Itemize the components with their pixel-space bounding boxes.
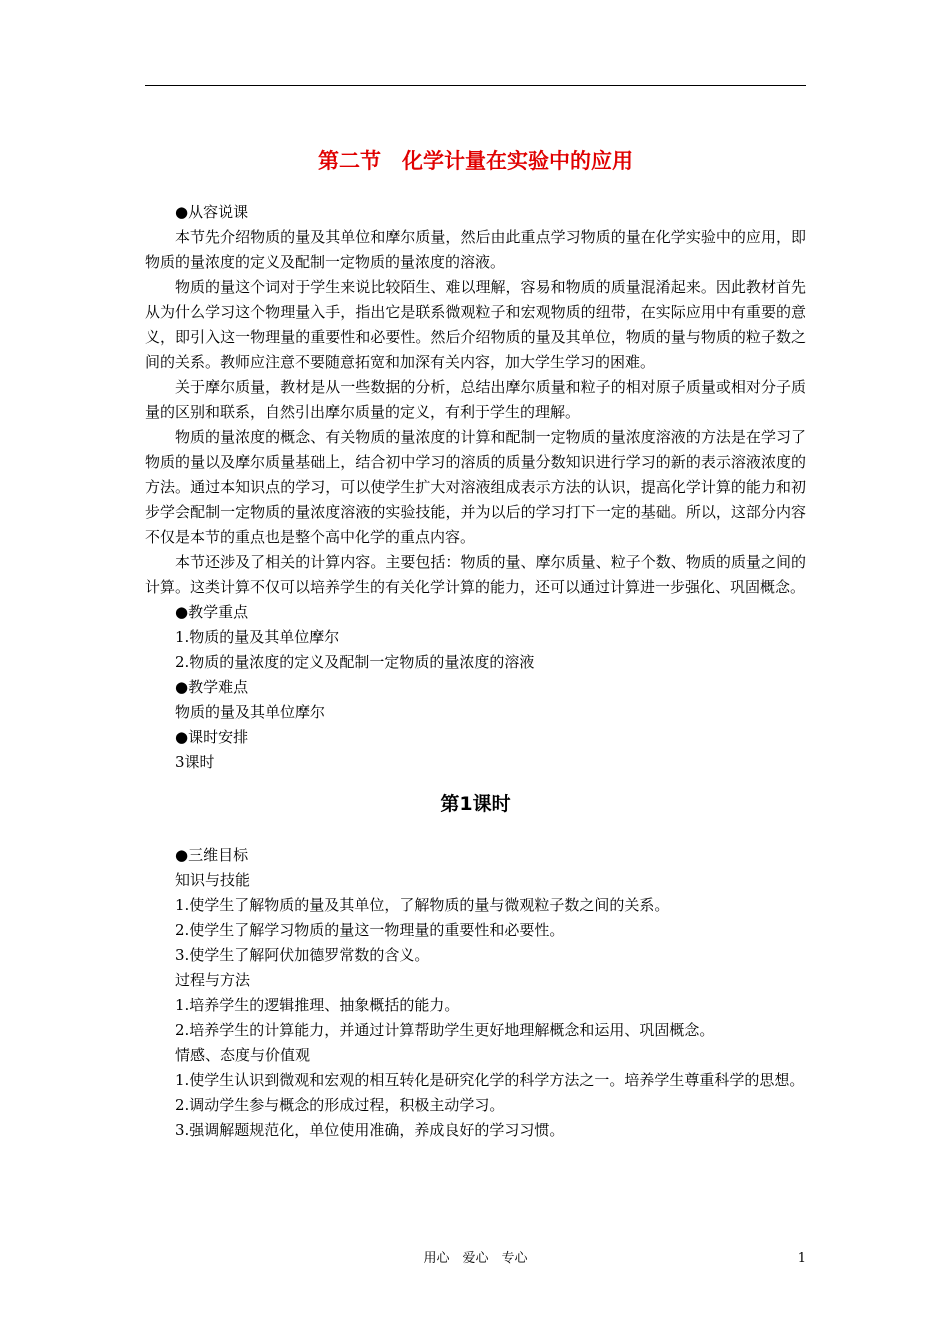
section-line: 1.使学生了解物质的量及其单位，了解物质的量与微观粒子数之间的关系。 [175, 896, 670, 914]
header-rule [145, 85, 806, 86]
section-line: 2.物质的量浓度的定义及配制一定物质的量浓度的溶液 [175, 653, 535, 671]
section-line: ●课时安排 [175, 728, 249, 746]
section-line: 3课时 [175, 753, 215, 771]
body-paragraph: 关于摩尔质量，教材是从一些数据的分析，总结出摩尔质量和粒子的相对原子质量或相对分子质量的区别和联系，自然引出摩尔质量的定义，有利于学生的理解。 [145, 378, 806, 421]
footer-motto: 用心 爱心 专心 [423, 1251, 528, 1266]
section-line: 2.使学生了解学习物质的量这一物理量的重要性和必要性。 [175, 921, 565, 939]
section-line: ●三维目标 [175, 846, 249, 864]
section-line: 情感、态度与价值观 [175, 1046, 311, 1064]
section-line: 过程与方法 [175, 971, 251, 989]
section-line: 知识与技能 [175, 871, 251, 889]
body-paragraph: 物质的量浓度的概念、有关物质的量浓度的计算和配制一定物质的量浓度溶液的方法是在学习了物质的量以及摩尔质量基础上，结合初中学习的溶质的质量分数知识进行学习的新的表示溶液浓度的方法。通过本知识点的学习，可以使学生扩大对溶液组成表示方法的认识，提高化学计算的能力和初步学会配制一定物质的量浓度溶液的实验技能，并为以后的学习打下一定的基础。所以，这部分内容不仅是本节的重点也是整个高中化学的重点内容。 [145, 428, 806, 546]
section-line: 3.强调解题规范化，单位使用准确，养成良好的学习习惯。 [175, 1121, 565, 1139]
section-line: 1.培养学生的逻辑推理、抽象概括的能力。 [175, 996, 460, 1014]
section-line: 2.调动学生参与概念的形成过程，积极主动学习。 [175, 1096, 505, 1114]
section-line: 2.培养学生的计算能力，并通过计算帮助学生更好地理解概念和运用、巩固概念。 [175, 1021, 715, 1039]
section-line: 1.物质的量及其单位摩尔 [175, 628, 340, 646]
body-paragraph: 1.使学生认识到微观和宏观的相互转化是研究化学的科学方法之一。培养学生尊重科学的思想。 [175, 1071, 805, 1089]
section-line: ●教学重点 [175, 603, 249, 621]
document-body [145, 141, 806, 1143]
section-line: 物质的量及其单位摩尔 [175, 703, 326, 721]
page-footer [145, 1248, 806, 1270]
section-line: ●教学难点 [175, 678, 249, 696]
section-line: ●从容说课 [175, 203, 249, 221]
section-title: 第二节 化学计量在实验中的应用 [318, 149, 633, 173]
page-number: 1 [797, 1251, 806, 1266]
lesson-title: 第1课时 [440, 793, 511, 815]
section-line: 3.使学生了解阿伏加德罗常数的含义。 [175, 946, 430, 964]
body-paragraph: 本节先介绍物质的量及其单位和摩尔质量，然后由此重点学习物质的量在化学实验中的应用，即物质的量浓度的定义及配制一定物质的量浓度的溶液。 [145, 228, 806, 271]
body-paragraph: 物质的量这个词对于学生来说比较陌生、难以理解，容易和物质的质量混淆起来。因此教材首先从为什么学习这个物理量入手，指出它是联系微观粒子和宏观物质的纽带，在实际应用中有重要的意义，即引入这一物理量的重要性和必要性。然后介绍物质的量及其单位，物质的量与物质的粒子数之间的关系。教师应注意不要随意拓宽和加深有关内容，加大学生学习的困难。 [145, 278, 806, 371]
body-paragraph: 本节还涉及了相关的计算内容。主要包括：物质的量、摩尔质量、粒子个数、物质的质量之间的计算。这类计算不仅可以培养学生的有关化学计算的能力，还可以通过计算进一步强化、巩固概念。 [145, 553, 806, 596]
